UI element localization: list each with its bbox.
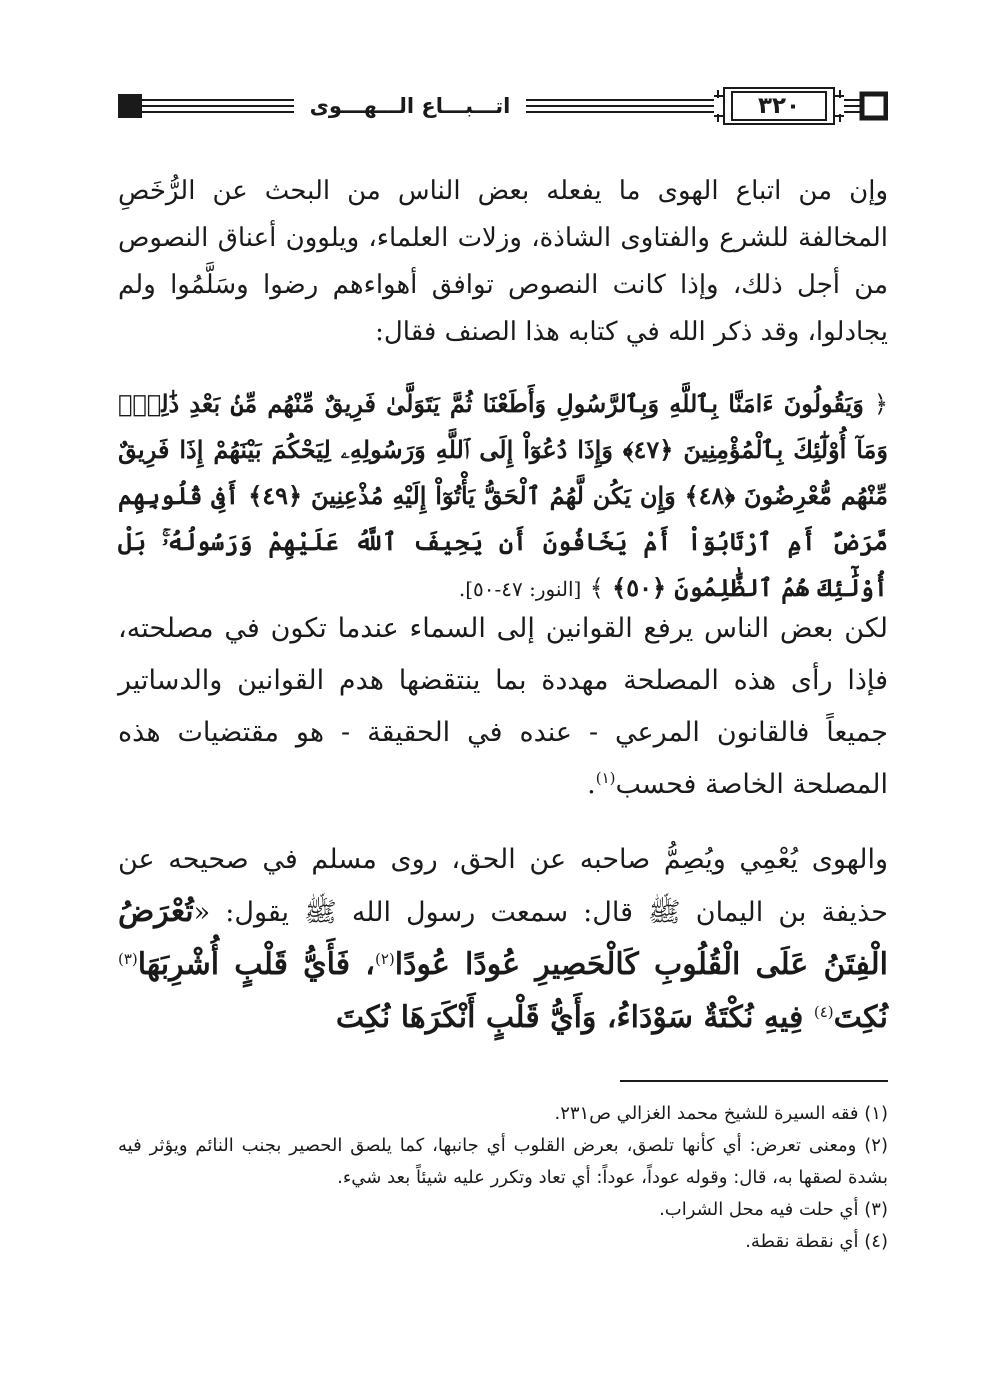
paragraph-3-intro: والهوى يُعْمِي ويُصِمُّ صاحبه عن الحق، روى مسلم في صحيحه عن حذيفة بن اليمان ﷺ قال: سمعت رسول الله ﷺ يقول: « [118, 844, 888, 928]
footnote-1 [118, 1098, 888, 1130]
quran-open-bracket: ﴿ [873, 390, 889, 418]
footnote-text: ومعنى تعرض: أي كأنها تلصق، بعرض القلوب أي جانبها، كما يلصق الحصير بجنب النائم ويؤثر فيه بشدة لصقها به، قال: وقوله عوداً، عوداً: أي تعاد وتكرر عليه شيئاً بعد شيء. [118, 1135, 888, 1188]
paragraph-1: وإن من اتباع الهوى ما يفعله بعض الناس من البحث عن الرُّخَصِ المخالفة للشرع والفتاوى الشاذة، وزلات العلماء، ويلوون أعناق النصوص من أجل ذلك، وإذا كانت النصوص توافق أهواءهم رضوا وسَلَّمُوا ولم يجادلوا، وقد ذكر الله في كتابه هذا الصنف فقال: [118, 176, 888, 347]
footnotes [118, 1098, 888, 1258]
footnote-ref-1: (١) [595, 769, 616, 787]
footnote-number: (٤) [864, 1231, 888, 1252]
hadith-part-d: فِيهِ نُكْتَةٌ سَوْدَاءُ، وَأَيُّ قَلْبٍ أَنْكَرَهَا نُكِتَ [335, 1000, 814, 1035]
footnote-number: (٣) [864, 1199, 888, 1220]
footnote-number: (١) [864, 1103, 888, 1124]
quran-quote [118, 381, 888, 612]
hadith-part-a: تُعْرَضُ الْفِتَنُ عَلَى الْقُلُوبِ كَالْحَصِيرِ عُودًا عُودًا [118, 894, 888, 982]
footnote-text: أي حلت فيه محل الشراب. [659, 1199, 859, 1220]
hadith-part-b: ، فَأَيُّ قَلْبٍ أُشْرِبَهَا [137, 947, 375, 982]
footnote-text: أي نقطة نقطة. [745, 1231, 859, 1252]
footnote-text: فقه السيرة للشيخ محمد الغزالي ص٢٣١. [554, 1103, 859, 1124]
quran-reference: [النور: ٤٧-٥٠]. [458, 577, 582, 601]
page-number: ٣٢٠ [757, 93, 801, 119]
paragraph-2-end: . [587, 769, 596, 800]
paragraph-2 [118, 603, 888, 811]
page-header [118, 86, 888, 126]
running-title: اتـــبـــاع الـــهـــوى [294, 90, 526, 122]
footnote-3 [118, 1194, 888, 1226]
footnote-separator [620, 1080, 888, 1082]
footnote-number: (٢) [864, 1135, 888, 1156]
footnote-2 [118, 1130, 888, 1194]
footnote-ref-4: (٤) [813, 1003, 834, 1021]
quran-close-bracket: ﴾ [589, 574, 604, 602]
hadith-part-c: نُكِتَ [833, 1000, 888, 1035]
quran-verse: وَيَقُولُونَ ءَامَنَّا بِٱللَّهِ وَبِٱلرَّسُولِ وَأَطَعْنَا ثُمَّ يَتَوَلَّىٰ فَرِيقٌ مِّنْهُم مِّنۢ بَعْدِ ذَٰلِكَۚ وَمَآ أُوْلَٰٓئِكَ بِٱلْمُؤْمِنِينَ ﴿٤٧﴾ وَإِذَا دُعُوٓاْ إِلَى ٱللَّهِ وَرَسُولِهِۦ لِيَحْكُمَ بَيْنَهُمْ إِذَا فَرِيقٌ مِّنْهُم مُّعْرِضُونَ ﴿٤٨﴾ وَإِن يَكُن لَّهُمُ ٱلْحَقُّ يَأْتُوٓاْ إِلَيْهِ مُذْعِنِينَ ﴿٤٩﴾ أَفِى قُلُوبِهِم مَّرَضٌ أَمِ ٱرْتَابُوٓاْ أَمْ يَخَافُونَ أَن يَحِيفَ ٱللَّهُ عَلَيْهِمْ وَرَسُولُهُۥۚ بَلْ أُوْلَٰٓئِكَ هُمُ ٱلظَّٰلِمُونَ ﴿٥٠﴾ [118, 389, 888, 602]
footnote-ref-2: (٢) [374, 950, 395, 968]
paragraph-2-text: لكن بعض الناس يرفع القوانين إلى السماء عندما تكون في مصلحته، فإذا رأى هذه المصلحة مهددة بما ينتقضها هدم القوانين والدساتير جميعاً فالقانون المرعي - عنده في الحقيقة - هو مقتضيات هذه المصلحة الخاصة فحسب [118, 613, 888, 800]
footnote-ref-3: (٣) [118, 950, 138, 968]
paragraph-3 [118, 834, 888, 1045]
footnote-4 [118, 1226, 888, 1258]
